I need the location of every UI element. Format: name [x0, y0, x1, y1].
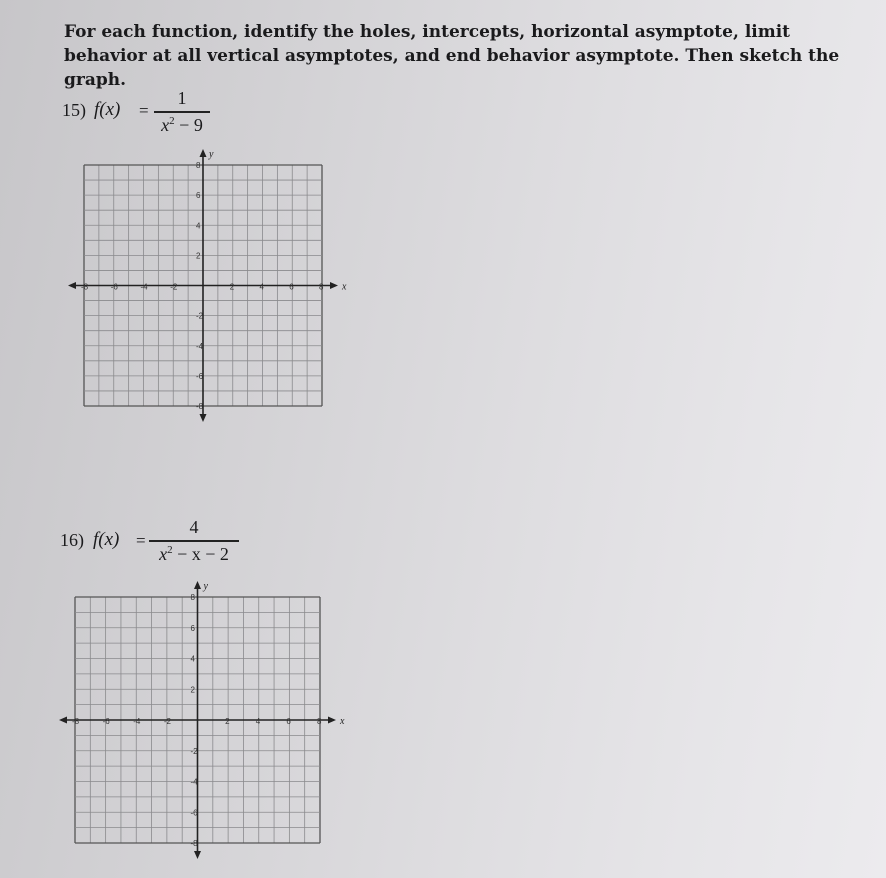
y-tick-label: 4 [190, 654, 195, 664]
graph-grid-16[interactable] [58, 580, 348, 865]
y-tick-label: 8 [196, 161, 201, 170]
problem-number: 16) [60, 530, 84, 550]
y-tick-label: 2 [190, 685, 195, 695]
x-tick-label: -8 [81, 282, 89, 292]
x-axis-right-arrow-icon [328, 717, 336, 724]
coordinate-plane[interactable] [66, 148, 356, 423]
y-tick-label: -6 [196, 371, 204, 381]
equals-sign: = [136, 531, 146, 550]
y-axis-up-arrow-icon [200, 149, 207, 157]
x-tick-label: 4 [255, 717, 261, 726]
x-tick-label: -2 [170, 282, 178, 292]
y-tick-label: -4 [196, 341, 204, 351]
y-tick-label: 4 [196, 221, 201, 231]
function-name: f(x) [93, 529, 120, 550]
x-tick-label: -8 [72, 717, 80, 726]
coordinate-plane[interactable] [58, 580, 348, 865]
numerator: 4 [189, 517, 199, 537]
x-tick-label: 6 [286, 717, 291, 726]
x-axis-label: x [342, 281, 347, 293]
fraction-bar [154, 111, 210, 113]
y-tick-label: -8 [190, 839, 198, 848]
y-tick-label: 6 [196, 191, 201, 201]
x-tick-label: 8 [317, 717, 322, 726]
y-tick-label: -6 [190, 808, 198, 818]
y-tick-label: 6 [190, 623, 195, 633]
x-tick-label: -4 [140, 282, 148, 292]
x-tick-label: 4 [259, 282, 264, 292]
x-axis-left-arrow-icon [59, 717, 67, 724]
fraction [149, 517, 239, 565]
y-axis-down-arrow-icon [194, 851, 201, 859]
y-axis-label: y [203, 581, 208, 592]
y-tick-label: 8 [190, 593, 195, 602]
denominator: $x^2 - x - 2$ [159, 543, 229, 564]
y-tick-label: 2 [196, 251, 201, 261]
numerator: 1 [177, 88, 187, 108]
equals-sign: = [139, 101, 149, 120]
x-tick-label: -4 [133, 717, 141, 726]
y-axis-down-arrow-icon [200, 414, 207, 422]
fraction [154, 88, 210, 136]
y-tick-label: -4 [190, 777, 198, 787]
x-tick-label: 6 [289, 282, 294, 292]
x-tick-label: 2 [225, 717, 230, 726]
instructions-text: For each function, identify the holes, intercepts, horizontal asymptote, limit behavior at all vertical asymptotes, and end behavior asymptote. Then sketch the graph. [64, 22, 840, 90]
denominator: $x^2 - 9$ [161, 114, 203, 135]
fraction-bar [149, 540, 239, 542]
y-axis-label: y [209, 149, 214, 160]
x-tick-label: -6 [102, 717, 110, 726]
problem-number: 15) [62, 100, 86, 120]
x-axis-left-arrow-icon [68, 282, 76, 289]
x-tick-label: 8 [319, 282, 324, 292]
graph-grid-15[interactable] [66, 148, 356, 423]
x-tick-label: -6 [110, 282, 118, 292]
x-tick-label: -2 [163, 717, 171, 726]
x-axis-label: x [340, 716, 345, 727]
x-tick-label: 2 [229, 282, 235, 292]
y-tick-label: -2 [196, 311, 204, 321]
y-axis-up-arrow-icon [194, 581, 201, 589]
x-axis-right-arrow-icon [330, 282, 338, 289]
function-name: f(x) [94, 99, 121, 120]
y-tick-label: -2 [190, 746, 198, 756]
y-tick-label: -8 [196, 402, 204, 411]
